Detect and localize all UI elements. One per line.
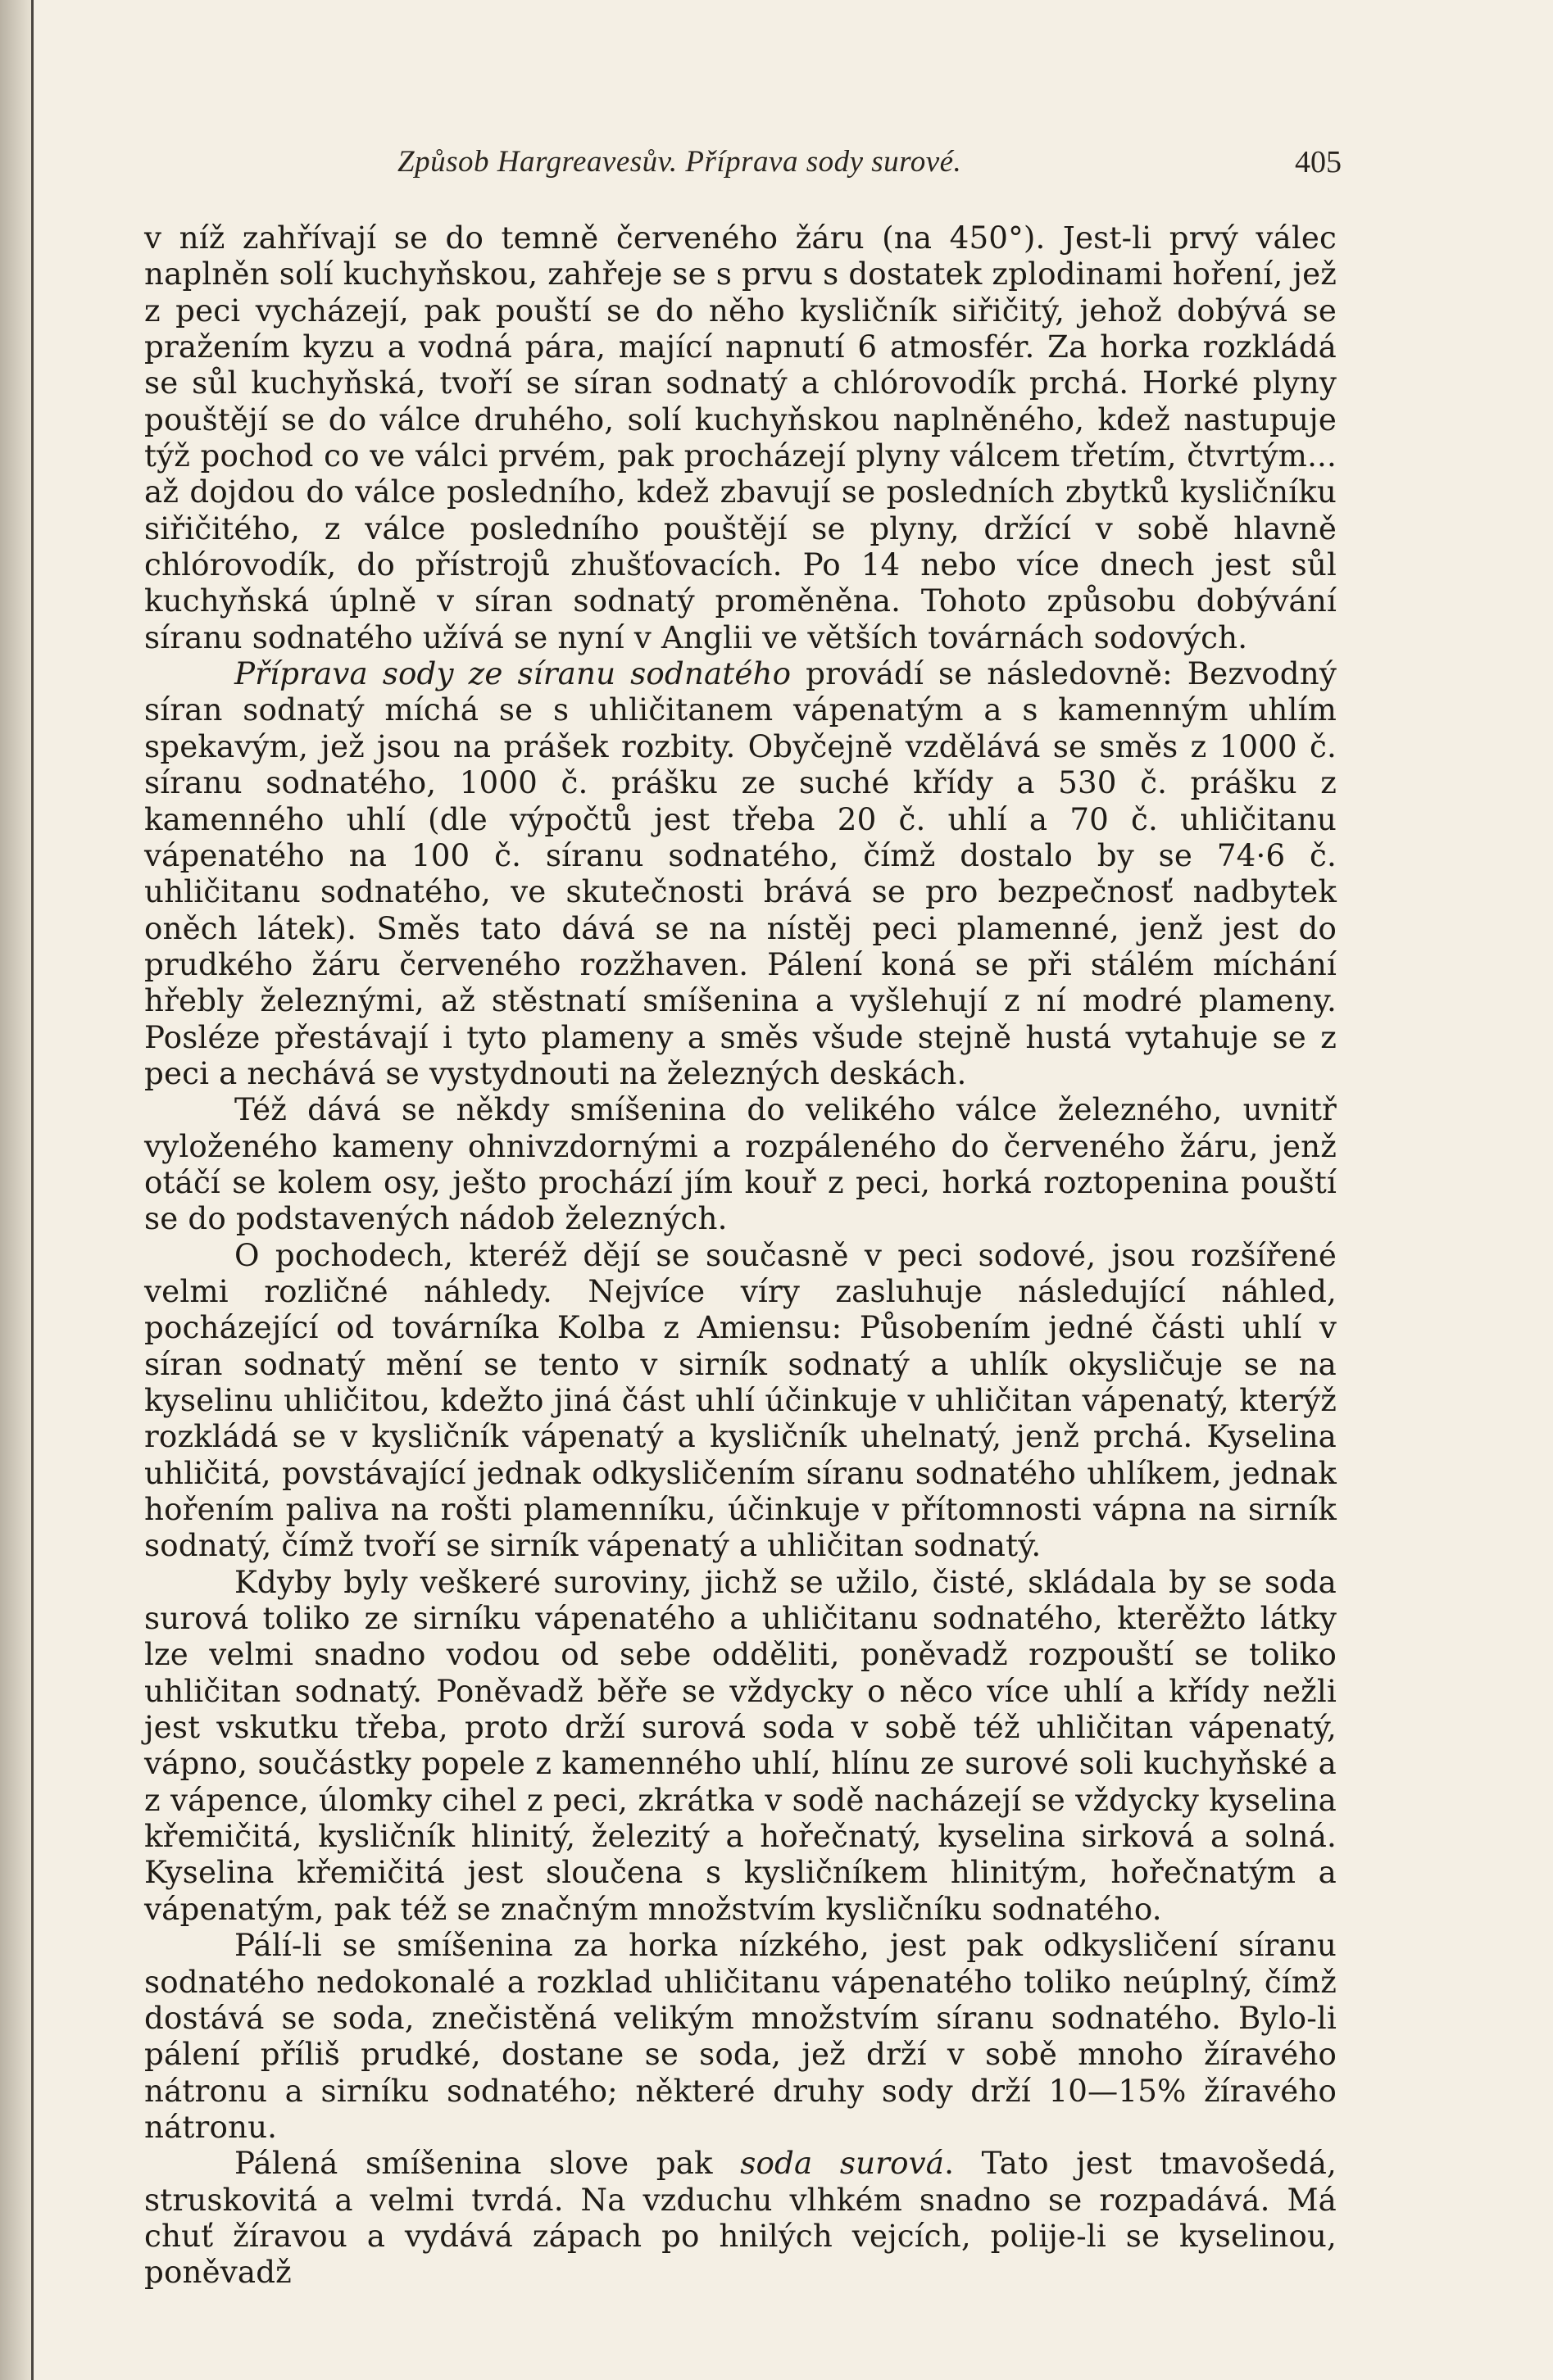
paragraph-2-text: provádí se následovně: Bezvodný síran sodnatý míchá se s uhličitanem vápenatým a s kamenným uhlím spekavým, jež jsou na prášek rozbity. Obyčejně vzdělává se směs z 1000 č. síranu sodnatého, 1000 č. prášku ze suché křídy a 530 č. prášku z kamenného uhlí (dle výpočtů jest třeba 20 č. uhlí a 70 č. uhličitanu vápenatého na 100 č. síranu sodnatého, čímž dostalo by se 74·6 č. uhličitanu sodnatého, ve skutečnosti brává se pro bezpečnosť nadbytek oněch látek). Směs tato dává se na nístěj peci plamenné, jenž jest do prudkého žáru červeného rozžhaven. Pálení koná se při stálém míchání hřebly železnými, až stěstnatí smíšenina a vyšlehují z ní modré plameny. Posléze přestávají i tyto plameny a směs všude stejně hustá vytahuje se z peci a nechává se vystydnouti na železných deskách. (144, 655, 1337, 1091)
body-text (144, 220, 1337, 2291)
paragraph-2-italic-lead: Příprava sody ze síranu sodnatého (234, 655, 792, 692)
paragraph-5-text: Kdyby byly veškeré suroviny, jichž se užilo, čisté, skládala by se soda surová toliko ze sirníku vápenatého a uhličitanu sodnatého, kterěžto látky lze velmi snadno vodou od sebe odděliti, poněvadž rozpouští se toliko uhličitan sodnatý. Poněvadž běře se vždycky o něco více uhlí a křídy nežli jest vskutku třeba, proto drží surová soda v sobě též uhličitan vápenatý, vápno, součástky popele z kamenného uhlí, hlínu ze surové soli kuchyňské a z vápence, úlomky cihel z peci, zkrátka v sodě nacházejí se vždycky kyselina křemičitá, kysličník hlinitý, železitý a hořečnatý, kyselina sirková a solná. Kyselina křemičitá jest sloučena s kysličníkem hlinitým, hořečnatým a vápenatým, pak též se značným množstvím kysličníku sodnatého. (144, 1563, 1337, 1927)
paragraph-2 (144, 655, 1337, 1091)
paragraph-7-lead: Pálená smíšenina slove pak (234, 2145, 741, 2182)
running-head: Způsob Hargreavesův. Příprava sody surové. (397, 145, 962, 179)
page-number: 405 (1295, 145, 1342, 179)
paragraph-3 (144, 1091, 1337, 1236)
paragraph-6-text: Pálí-li se smíšenina za horka nízkého, jest pak odkysličení síranu sodnatého nedokonalé a rozklad uhličitanu vápenatého toliko neúplný, čímž dostává se soda, znečistěná velikým množstvím síranu sodnatého. Bylo-li pálení příliš prudké, dostane se soda, jež drží v sobě mnoho žíravého nátronu a sirníku sodnatého; některé druhy sody drží 10—15% žíravého nátronu. (144, 1927, 1337, 2145)
paragraph-1-text: v níž zahřívají se do temně červeného žáru (na 450°). Jest-li prvý válec naplněn solí kuchyňskou, zahřeje se s prvu s dostatek zplodinami hoření, jež z peci vycházejí, pak pouští se do něho kysličník siřičitý, jehož dobývá se pražením kyzu a vodná pára, mající napnutí 6 atmosfér. Za horka rozkládá se sůl kuchyňská, tvoří se síran sodnatý a chlórovodík prchá. Horké plyny pouštějí se do válce druhého, solí kuchyňskou naplněného, kdež nastupuje týž pochod co ve válci prvém, pak procházejí plyny válcem třetím, čtvrtým... až dojdou do válce posledního, kdež zbavují se posledních zbytků kysličníku siřičitého, z válce posledního pouštějí se plyny, držící v sobě hlavně chlórovodík, do přístrojů zhušťovacích. Po 14 nebo více dnech jest sůl kuchyňská úplně v síran sodnatý proměněna. Tohoto způsobu dobývání síranu sodnatého užívá se nyní v Anglii ve větších továrnách sodových. (144, 220, 1337, 655)
paragraph-7-italic: soda surová (740, 2145, 945, 2182)
paragraph-5 (144, 1564, 1337, 1927)
binding-edge-line (31, 0, 34, 2380)
paragraph-3-text: Též dává se někdy smíšenina do velikého válce železného, uvnitř vyloženého kameny ohnivzdornými a rozpáleného do červeného žáru, jenž otáčí se kolem osy, ješto prochází jím kouř z peci, horká roztopenina pouští se do podstavených nádob železných. (144, 1091, 1337, 1237)
paragraph-4 (144, 1237, 1337, 1564)
paragraph-7 (144, 2145, 1337, 2290)
page-header (0, 144, 1553, 185)
paragraph-4-text: O pochodech, kteréž dějí se současně v peci sodové, jsou rozšířené velmi rozličné náhledy. Nejvíce víry zasluhuje následující náhled, pocházející od továrníka Kolba z Amiensu: Působením jedné části uhlí v síran sodnatý mění se tento v sirník sodnatý a uhlík okysličuje se na kyselinu uhličitou, kdežto jiná část uhlí účinkuje v uhličitan vápenatý, kterýž rozkládá se v kysličník vápenatý a kysličník uhelnatý, jenž prchá. Kyselina uhličitá, povstávající jednak odkysličením síranu sodnatého uhlíkem, jednak hořením paliva na rošti plamenníku, účinkuje v přítomnosti vápna na sirník sodnatý, čímž tvoří se sirník vápenatý a uhličitan sodnatý. (144, 1236, 1337, 1564)
paragraph-7-text: . Tato jest tmavošedá, struskovitá a velmi tvrdá. Na vzduchu vlhkém snadno se rozpadává. Má chuť žíravou a vydává zápach po hnilých vejcích, polije-li se kyselinou, poněvadž (144, 2145, 1337, 2291)
binding-gutter (0, 0, 31, 2380)
paragraph-6 (144, 1927, 1337, 2145)
paragraph-1 (144, 220, 1337, 655)
